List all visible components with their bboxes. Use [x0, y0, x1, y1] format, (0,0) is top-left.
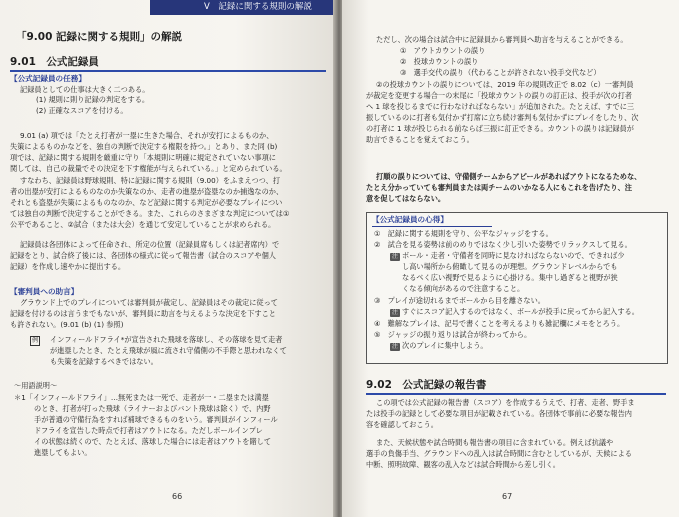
chapter-title: 「9.00 記録に関する規則」の解説 — [16, 31, 183, 43]
chapter-header: V 記録に関する規則の解説 — [150, 0, 336, 15]
note-label: 注 — [392, 253, 399, 260]
section-9-02-title: 9.02 公式記録の報告書 — [366, 379, 487, 391]
glossary-title: ～用語説明～ — [14, 381, 58, 390]
text-line: 記録をとり、試合終了後には、各団体の様式に従って報告書（試合のスコアや個人 — [10, 251, 276, 260]
page-number-left: 66 — [172, 492, 183, 501]
text-line: すなわち、記録員は野球規則、特に記録に関する規則（9.00）をふまえつつ、打 — [20, 176, 280, 185]
text-line: 者の出塁が安打によるものなのか失策なのか、走者の進塁が盗塁なのか捕逸なのか、 — [10, 187, 284, 196]
text-line: ボール・走者・守備者を同時に見なければならないので、できれば少 — [402, 251, 625, 260]
text-line: 手が普通の守備行為をすれば補球できるものをいう。審判員がインフィール — [34, 415, 278, 424]
text-line: たとえ分かっていても審判員または両チームのいかなる人にもこれを告げたり、注 — [366, 183, 632, 192]
text-line: 公平であること、②試合（または大会）を通じて安定していることが求められる。 — [10, 220, 276, 229]
text-line: 記録を付けるのは言うまでもないが、審判員に助言を与えるような決定を下すこと — [10, 309, 276, 318]
text-line: ② 試合を見る姿勢は前のめりではなく少し引いた姿勢でリラックスして見る。 — [374, 240, 632, 249]
text-line: ドフライを宣告した時点で打者はアウトになる。ただしボールインプレ — [34, 426, 263, 435]
text-line: 進塁してもよい。 — [34, 448, 92, 457]
text-line: イの状態は続くので、たとえば、落球した場合には走者はアウトを賭して — [34, 437, 272, 446]
text-line: すぐにスコア記入するのではなく、ボールが投手に戻ってから記入する。 — [402, 307, 639, 316]
duty-item-2: (2) 正確なスコアを付ける。 — [36, 106, 128, 115]
text-line: 失策によるものかなどを、独自の判断で決定する権限を持つ。」とあり、また同 (b) — [10, 142, 278, 151]
text-line: ③ 選手交代の誤り（代わることが許されない投手交代など） — [400, 68, 601, 77]
duty-intro: 記録員としての仕事は大きく二つある。 — [20, 85, 150, 94]
text-line: また、天候状態や試合時間も報告書の項目に含まれている。例えば抗議や — [376, 438, 614, 447]
text-line: インフィールドフライ*が宣告された飛球を落球し、その落球を見て走者 — [50, 335, 283, 344]
note-chip — [390, 251, 400, 261]
duty-item-1: (1) 規則に則り記録の判定をする。 — [36, 95, 150, 104]
note-chip — [390, 307, 400, 317]
text-line: し高い場所から俯瞰して見るのが理想。グラウンドレベルからでも — [402, 262, 618, 271]
text-line: たは投手の記録として必要な項目が記載されている。各団体で事前に必要な報告内 — [366, 409, 632, 418]
note-label: 注 — [392, 343, 399, 350]
text-line: 容を確認しておこう。 — [366, 420, 438, 429]
section-9-01-title: 9.01 公式記録員 — [10, 56, 99, 68]
note-label: 注 — [392, 309, 399, 316]
text-line: ② 投球カウントの誤り — [400, 57, 479, 66]
text-line: なるべく広い視野で見るように心掛ける。集中し過ぎると視野が狭 — [402, 273, 618, 282]
text-line: 助言できることを覚えておこう。 — [366, 135, 474, 144]
sub-advice-heading: 【審判員への助言】 — [10, 287, 79, 296]
text-line: 打順の誤りについては、守備側チームからアピールがあればアウトになるためな、 — [376, 172, 642, 181]
text-line: のとき、打者が打った飛球（ライナーおよびバント飛球は除く）で、内野 — [34, 404, 271, 413]
text-line: へ 1 球を投じるまでに行わなければならない」が追加された。たとえば、すでに三 — [366, 102, 635, 111]
section-rule — [10, 70, 326, 72]
text-line: ④ 難解なプレイは、記号で書くことを考えるよりも雑記欄にメモをとろう。 — [374, 319, 625, 328]
text-line: 9.01 (a) 項では「たとえ打者が一塁に生きた場合、それが安打によるものか、 — [20, 131, 274, 140]
text-line: ⑤ ジャッジの振り返りは試合が終わってから。 — [374, 330, 532, 339]
left-page — [0, 0, 336, 517]
tips-box-title: 【公式記録員の心得】 — [372, 215, 448, 224]
text-line: 選手の負傷手当、グラウンドへの乱入は試合時間に含むとしているが、天候による — [366, 449, 632, 458]
text-line: も失策を記録するべきではない。 — [50, 357, 158, 366]
text-line: 関しては、自己の裁量でその決定を下す権能が与えられている。」と定められている。 — [10, 164, 287, 173]
example-badge — [30, 335, 40, 346]
text-line: 中断、照明故障、観客の乱入などは試合時間から差し引く。 — [366, 460, 560, 469]
text-line: それとも盗塁が失策によるものなのか、など記録に関する判定が必要なプレイについ — [10, 198, 283, 207]
text-line: 項では、記録に関する規則を厳重に守り「本規則に明確に規定されていない事項に — [10, 153, 276, 162]
text-line: 次のプレイに集中しよう。 — [402, 341, 488, 350]
text-line: この項では公式記録の報告書（スコア）を作成するうえで、打者、走者、野手ま — [376, 398, 635, 407]
text-line: ②の投球カウントの誤りについては、2019 年の規則改正で 8.02（c）一審判員 — [376, 80, 634, 89]
text-line: ただし、次の場合は試合中に記録員から審判員へ助言を与えることができる。 — [376, 35, 628, 44]
page-number-right: 67 — [502, 492, 513, 501]
text-line: ① 記録に関する規則を守り、公平なジャッジをする。 — [374, 229, 553, 238]
section-rule — [366, 393, 666, 395]
tips-box-rule — [372, 226, 492, 227]
text-line: 記録）を作成し速やかに提出する。 — [10, 262, 126, 271]
text-line: くなる傾向があるので注意すること。 — [402, 284, 525, 293]
sub-duty-heading: 【公式記録員の任務】 — [10, 74, 86, 83]
text-line: ③ プレイが途切れるまでボールから目を離さない。 — [374, 296, 545, 305]
text-line: の打者に 1 球が投じられる前ならば三振に訂正できる。カウントの誤りは記録員が — [366, 124, 634, 133]
example-label: 例 — [32, 337, 39, 344]
text-line: が進塁したとき、たとえ飛球が風に流され守備側の不手際と思われなくて — [50, 346, 287, 355]
text-line: ＊1「インフィールドフライ」…無死または一死で、走者が一・二塁または満塁 — [14, 393, 269, 402]
text-line: ① アウトカウントの誤り — [400, 46, 486, 55]
text-line: 意を促してはならない。 — [366, 194, 446, 203]
text-line: も許されない。(9.01 (b) (1) 参照) — [10, 320, 124, 329]
text-line: 振しているのに打者も気付かず打席に立ち続け審判も気付かずにプレイをしたり、次 — [366, 113, 639, 122]
text-line: 記録員は各団体によって任命され、所定の位置（記録員席もしくは記者席内）で — [20, 240, 280, 249]
right-page — [342, 0, 679, 517]
text-line: が裁定を変更する場合一の末尾に「投球カウントの誤りの訂正は、投手が次の打者 — [366, 91, 632, 100]
note-chip — [390, 341, 400, 351]
text-line: グラウンド上でのプレイについては審判員が裁定し、記録員はその裁定に従って — [20, 298, 278, 307]
text-line: ては独自の判断で決定することができる。また、これらのさまざまな判定については① — [10, 209, 290, 218]
